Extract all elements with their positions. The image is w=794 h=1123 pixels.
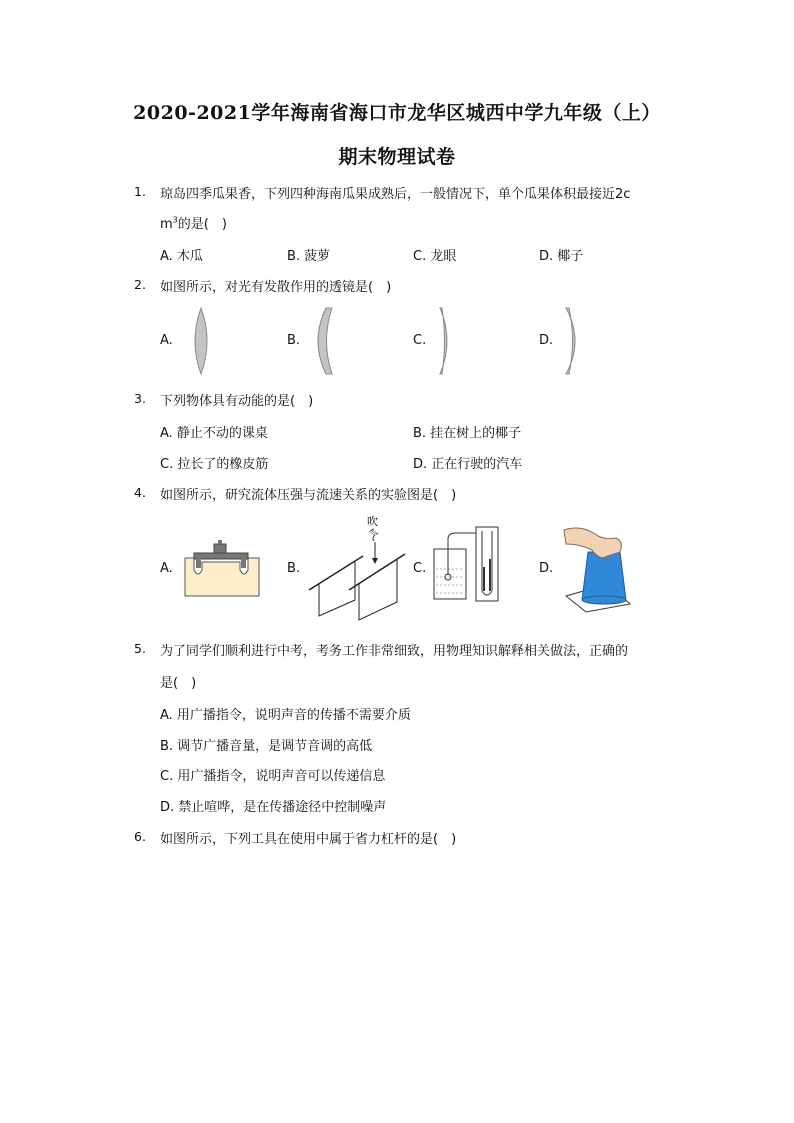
q3-option-c[interactable]: C. 拉长了的橡皮筋 — [160, 457, 269, 472]
q3-option-b[interactable]: B. 挂在树上的椰子 — [413, 426, 522, 441]
q4-figure-c-manometer — [432, 525, 502, 605]
q2-lens-plano-convex — [432, 306, 462, 376]
q5-text-line2: 是( ) — [160, 676, 197, 691]
q2-number: 2. — [134, 277, 146, 292]
q3-option-d[interactable]: D. 正在行驶的汽车 — [413, 457, 523, 472]
q4-text: 如图所示，研究流体压强与流速关系的实验图是( ) — [160, 488, 457, 503]
exam-title-line1: 2020-2021学年海南省海口市龙华区城西中学九年级（上） — [133, 102, 661, 124]
q1-unit-m: m — [160, 217, 173, 232]
q5-option-c[interactable]: C. 用广播指令，说明声音可以传递信息 — [160, 769, 386, 784]
q4-blow-label-2: 气 — [363, 526, 381, 544]
q1-text-line1: 琼岛四季瓜果香，下列四种海南瓜果成熟后，一般情况下，单个瓜果体积最接近2c — [160, 187, 631, 202]
q6-number: 6. — [134, 829, 146, 844]
q2-label-b[interactable]: B. — [287, 333, 301, 348]
q2-lens-concave-meniscus — [308, 306, 338, 376]
q6-text: 如图所示，下列工具在使用中属于省力杠杆的是( ) — [160, 832, 457, 847]
q5-option-a[interactable]: A. 用广播指令，说明声音的传播不需要介质 — [160, 708, 411, 723]
q4-blow-label-1: 吹 — [367, 515, 378, 528]
q2-text: 如图所示，对光有发散作用的透镜是( ) — [160, 280, 392, 295]
q1-option-d[interactable]: D. 椰子 — [539, 249, 584, 264]
q5-option-b[interactable]: B. 调节广播音量，是调节音调的高低 — [160, 739, 373, 754]
q4-number: 4. — [134, 485, 146, 500]
q1-text-tail: 的是( ) — [177, 217, 227, 232]
q5-text-line1: 为了同学们顺利进行中考，考务工作非常细致，用物理知识解释相关做法，正确的 — [160, 644, 629, 659]
exam-title-line2: 期末物理试卷 — [338, 146, 456, 168]
q1-unit-exponent: 3 — [172, 215, 178, 225]
q2-label-a[interactable]: A. — [160, 333, 173, 348]
q4-label-d[interactable]: D. — [539, 561, 554, 576]
q4-label-a[interactable]: A. — [160, 561, 173, 576]
q5-number: 5. — [134, 641, 146, 656]
q3-text: 下列物体具有动能的是( ) — [160, 394, 314, 409]
q2-label-d[interactable]: D. — [539, 333, 554, 348]
q4-figure-d-cup-on-paper — [562, 522, 632, 614]
q5-option-d[interactable]: D. 禁止喧哗，是在传播途径中控制噪声 — [160, 800, 387, 815]
q1-option-a[interactable]: A. 木瓜 — [160, 249, 203, 264]
q4-label-b[interactable]: B. — [287, 561, 301, 576]
q3-number: 3. — [134, 391, 146, 406]
q4-figure-b-paper-sheets — [305, 512, 415, 624]
q4-label-c[interactable]: C. — [413, 561, 427, 576]
q1-option-c[interactable]: C. 龙眼 — [413, 249, 457, 264]
q2-lens-convex-meniscus — [560, 306, 590, 376]
q2-label-c[interactable]: C. — [413, 333, 427, 348]
q1-number: 1. — [134, 184, 146, 199]
q2-lens-biconvex — [186, 306, 216, 376]
q1-option-b[interactable]: B. 菠萝 — [287, 249, 331, 264]
q1-text-line2 — [160, 213, 227, 232]
q4-figure-a-stool-on-sponge — [182, 538, 262, 600]
q3-option-a[interactable]: A. 静止不动的课桌 — [160, 426, 268, 441]
